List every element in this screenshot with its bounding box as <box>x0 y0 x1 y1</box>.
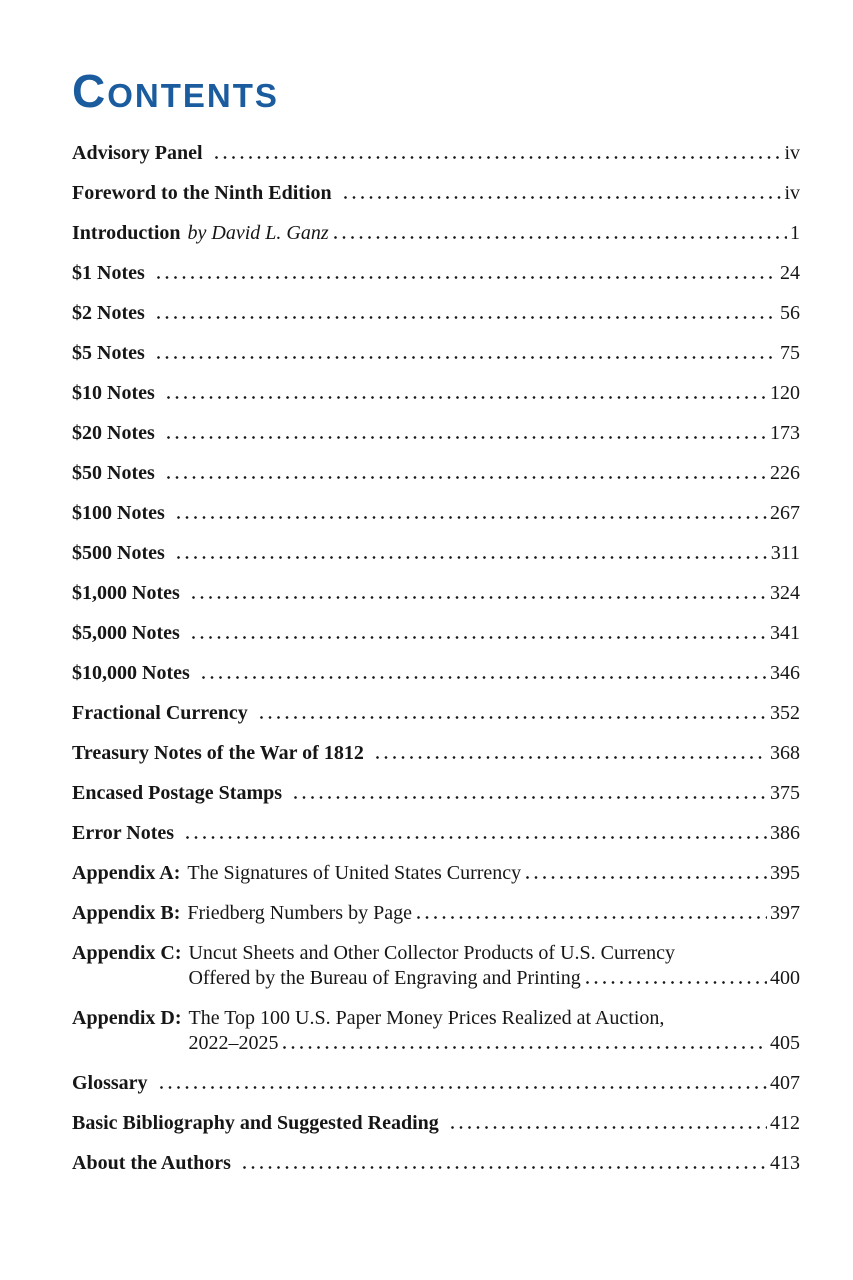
entry-page-number: 311 <box>770 541 800 564</box>
entry-last-line <box>162 381 800 406</box>
dotted-leader <box>294 796 767 799</box>
entry-text-column <box>152 261 800 286</box>
dotted-leader <box>344 196 782 199</box>
entry-page-number: iv <box>784 141 800 164</box>
toc-entry <box>72 1006 800 1056</box>
entry-page-number: 226 <box>770 461 800 484</box>
toc-entry <box>72 221 800 246</box>
entry-page-number: 352 <box>770 701 800 724</box>
toc-entry <box>72 621 800 646</box>
entry-title: Advisory Panel <box>72 141 203 164</box>
dotted-leader <box>334 236 787 239</box>
entry-title: About the Authors <box>72 1151 231 1174</box>
entry-page-number: 412 <box>770 1111 800 1134</box>
dotted-leader <box>283 1046 767 1049</box>
entry-text-column <box>255 701 800 726</box>
entry-page-number: 173 <box>770 421 800 444</box>
entry-title: Treasury Notes of the War of 1812 <box>72 741 364 764</box>
entry-line-text: 2022–2025 <box>188 1031 279 1054</box>
entry-text-column <box>187 581 800 606</box>
dotted-leader <box>376 756 767 759</box>
toc-entry <box>72 1071 800 1096</box>
entry-title: Foreword to the Ninth Edition <box>72 181 332 204</box>
entry-page-number: 341 <box>770 621 800 644</box>
entry-title: Error Notes <box>72 821 175 844</box>
entry-title: Glossary <box>72 1071 148 1094</box>
entry-title: $100 Notes <box>72 501 165 524</box>
toc-entry <box>72 821 800 846</box>
entry-text-column <box>162 381 800 406</box>
entry-title: $10 Notes <box>72 381 155 404</box>
entry-last-line <box>187 581 800 606</box>
entry-text-column <box>187 861 800 886</box>
entry-last-line <box>162 461 800 486</box>
entry-text-column <box>152 301 800 326</box>
entry-title: $5,000 Notes <box>72 621 180 644</box>
entry-line-text: The Signatures of United States Currency <box>187 861 522 884</box>
toc-entry <box>72 861 800 886</box>
entry-title: Fractional Currency <box>72 701 248 724</box>
entry-text-column <box>162 461 800 486</box>
entry-line-text: The Top 100 U.S. Paper Money Prices Realized at Auction, <box>188 1006 665 1029</box>
entry-title: Appendix D: <box>72 1006 182 1029</box>
toc-entry <box>72 1111 800 1136</box>
entry-text-column <box>197 661 800 686</box>
toc-entry <box>72 781 800 806</box>
dotted-leader <box>243 1166 767 1169</box>
entry-last-line <box>162 421 800 446</box>
entry-page-number: 368 <box>770 741 800 764</box>
entry-last-line <box>152 301 800 326</box>
dotted-leader <box>157 356 777 359</box>
entry-line-text: by David L. Ganz <box>187 221 329 244</box>
entry-page-number: iv <box>784 181 800 204</box>
entry-page-number: 56 <box>780 301 800 324</box>
entry-text-column <box>188 1006 800 1056</box>
entry-page-number: 24 <box>780 261 800 284</box>
dotted-leader <box>167 476 767 479</box>
entry-title: Appendix A: <box>72 861 181 884</box>
entry-last-line <box>339 181 800 206</box>
entry-text-column <box>289 781 800 806</box>
entry-last-line <box>187 621 800 646</box>
entry-last-line <box>155 1071 800 1096</box>
entry-page-number: 375 <box>770 781 800 804</box>
entry-text-column <box>371 741 800 766</box>
dotted-leader <box>192 636 767 639</box>
dotted-leader <box>157 276 777 279</box>
entry-text-column <box>446 1111 800 1136</box>
entry-title: Basic Bibliography and Suggested Reading <box>72 1111 439 1134</box>
entry-title: Appendix B: <box>72 901 181 924</box>
dotted-leader <box>177 556 768 559</box>
toc-entry <box>72 581 800 606</box>
toc-entry <box>72 341 800 366</box>
dotted-leader <box>167 436 767 439</box>
entry-title: $1,000 Notes <box>72 581 180 604</box>
entry-title: $10,000 Notes <box>72 661 190 684</box>
entry-page-number: 346 <box>770 661 800 684</box>
dotted-leader <box>160 1086 767 1089</box>
entry-last-line <box>446 1111 800 1136</box>
entry-page-number: 324 <box>770 581 800 604</box>
toc-entry <box>72 141 800 166</box>
entry-page-number: 405 <box>770 1031 800 1054</box>
toc-entry <box>72 181 800 206</box>
entry-title: $500 Notes <box>72 541 165 564</box>
entry-text-column <box>187 901 800 926</box>
entry-text-column <box>339 181 800 206</box>
toc-entry <box>72 1151 800 1176</box>
toc-entry <box>72 701 800 726</box>
entry-line-text: Friedberg Numbers by Page <box>187 901 412 924</box>
entry-last-line <box>371 741 800 766</box>
toc-entry <box>72 301 800 326</box>
entry-text-column <box>238 1151 800 1176</box>
entry-last-line <box>181 821 800 846</box>
toc-list <box>72 141 800 1176</box>
toc-entry <box>72 541 800 566</box>
entry-title: Encased Postage Stamps <box>72 781 283 804</box>
entry-text-column <box>155 1071 800 1096</box>
entry-page-number: 400 <box>770 966 800 989</box>
dotted-leader <box>157 316 777 319</box>
entry-page-number: 407 <box>770 1071 800 1094</box>
entry-page-number: 1 <box>790 221 800 244</box>
entry-last-line <box>238 1151 800 1176</box>
entry-page-number: 395 <box>770 861 800 884</box>
entry-last-line <box>188 1031 800 1056</box>
entry-last-line <box>152 341 800 366</box>
entry-page-number: 120 <box>770 381 800 404</box>
entry-page-number: 413 <box>770 1151 800 1174</box>
dotted-leader <box>260 716 767 719</box>
entry-text-column <box>188 221 800 246</box>
toc-entry <box>72 381 800 406</box>
toc-entry <box>72 501 800 526</box>
entry-text-column <box>188 941 800 991</box>
toc-entry <box>72 901 800 926</box>
entry-last-line <box>172 541 800 566</box>
entry-title: $2 Notes <box>72 301 145 324</box>
entry-last-line <box>197 661 800 686</box>
dotted-leader <box>177 516 767 519</box>
page-title: CONTENTS <box>72 65 279 117</box>
entry-line-text: Uncut Sheets and Other Collector Products of U.S. Currency <box>188 941 676 964</box>
entry-last-line <box>188 966 800 991</box>
toc-entry <box>72 421 800 446</box>
entry-text-column <box>210 141 800 166</box>
entry-title: $1 Notes <box>72 261 145 284</box>
toc-entry <box>72 941 800 991</box>
entry-last-line <box>255 701 800 726</box>
entry-title: Introduction <box>72 221 181 244</box>
entry-text-column <box>181 821 800 846</box>
entry-line <box>188 1006 800 1031</box>
dotted-leader <box>417 916 767 919</box>
dotted-leader <box>526 876 767 879</box>
entry-line <box>188 941 800 966</box>
toc-entry <box>72 741 800 766</box>
entry-last-line <box>210 141 800 166</box>
entry-title: $20 Notes <box>72 421 155 444</box>
entry-last-line <box>187 901 800 926</box>
dotted-leader <box>167 396 767 399</box>
entry-page-number: 386 <box>770 821 800 844</box>
entry-last-line <box>289 781 800 806</box>
dotted-leader <box>192 596 767 599</box>
dotted-leader <box>451 1126 767 1129</box>
entry-last-line <box>187 861 800 886</box>
toc-entry <box>72 661 800 686</box>
entry-text-column <box>172 501 800 526</box>
entry-text-column <box>187 621 800 646</box>
dotted-leader <box>186 836 767 839</box>
entry-title: Appendix C: <box>72 941 182 964</box>
toc-entry <box>72 461 800 486</box>
dotted-leader <box>202 676 767 679</box>
dotted-leader <box>586 981 767 984</box>
entry-line-text: Offered by the Bureau of Engraving and Printing <box>188 966 581 989</box>
entry-title: $5 Notes <box>72 341 145 364</box>
entry-last-line <box>152 261 800 286</box>
entry-page-number: 267 <box>770 501 800 524</box>
entry-text-column <box>172 541 800 566</box>
entry-text-column <box>152 341 800 366</box>
toc-entry <box>72 261 800 286</box>
dotted-leader <box>215 156 782 159</box>
entry-last-line <box>172 501 800 526</box>
entry-title: $50 Notes <box>72 461 155 484</box>
entry-text-column <box>162 421 800 446</box>
entry-last-line <box>188 221 800 246</box>
entry-page-number: 75 <box>780 341 800 364</box>
entry-page-number: 397 <box>770 901 800 924</box>
